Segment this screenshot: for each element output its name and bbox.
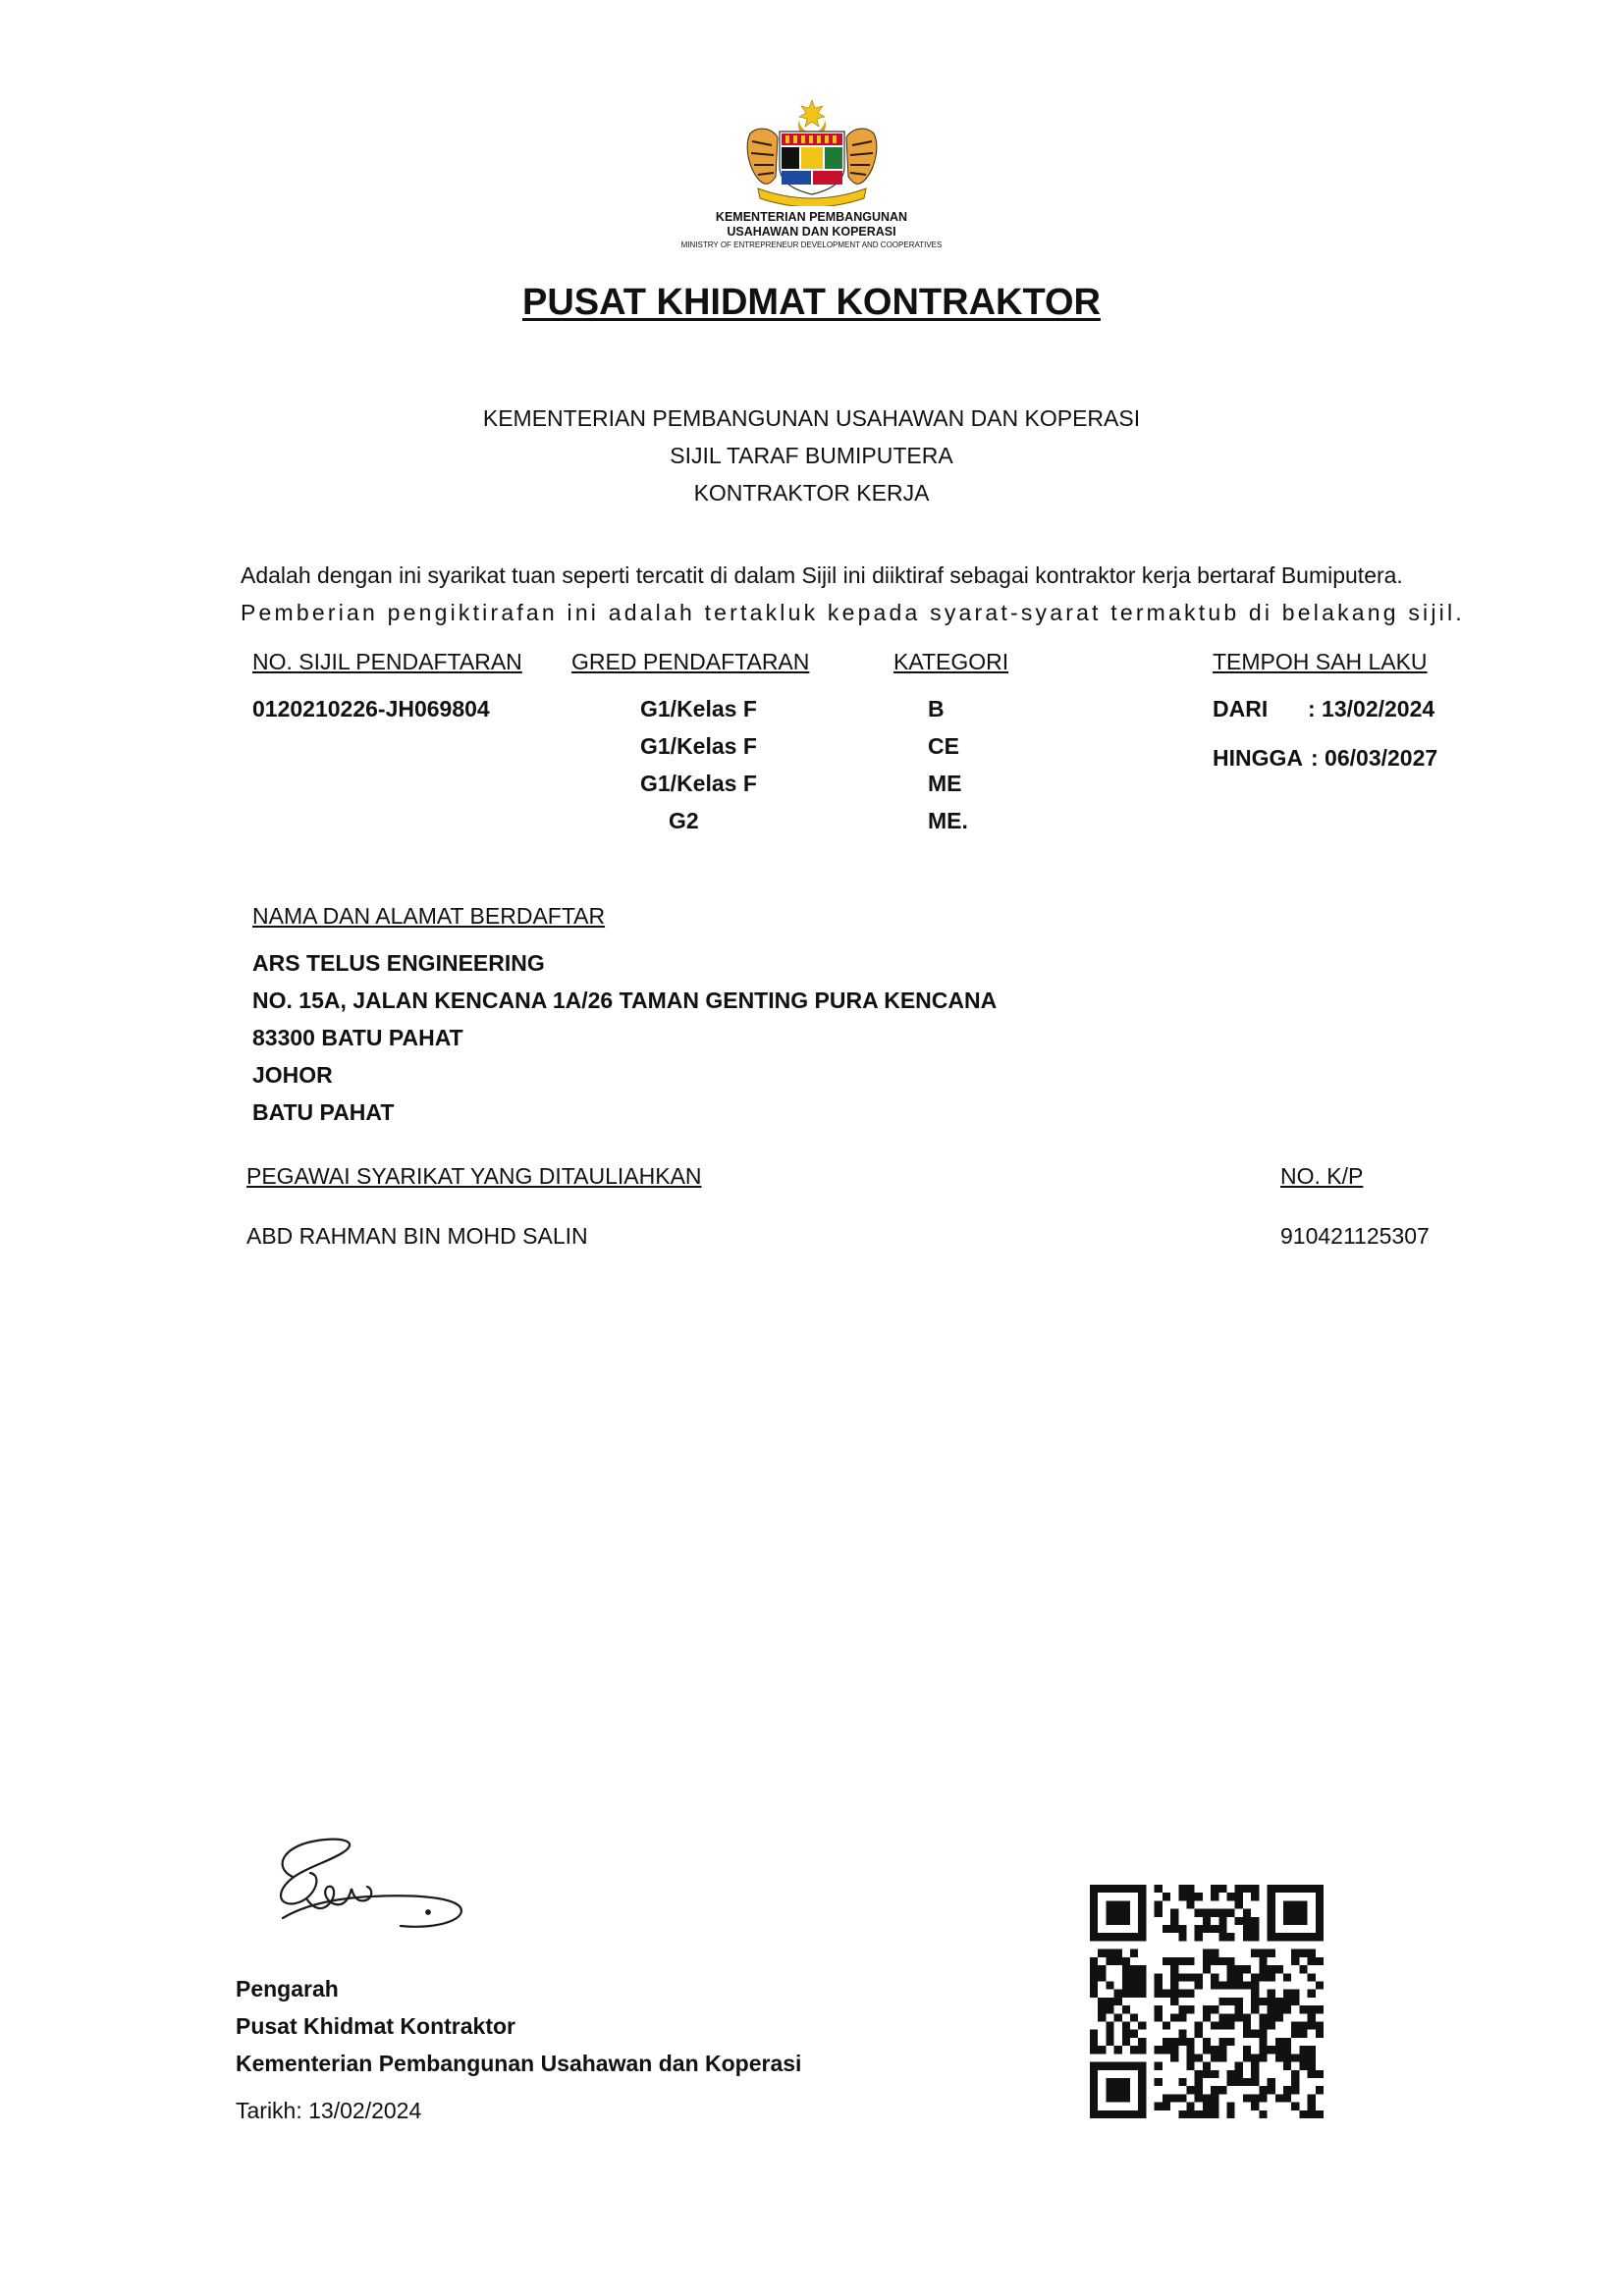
signature-icon [263, 1828, 479, 1936]
ministry-name-line1: KEMENTERIAN PEMBANGUNAN [715, 210, 908, 224]
company-name: ARS TELUS ENGINEERING [252, 950, 545, 976]
signatory-title: Pengarah [236, 1976, 339, 2002]
kategori-row-2: CE [928, 733, 959, 759]
kp-header: NO. K/P [1280, 1163, 1364, 1189]
address-line: NO. 15A, JALAN KENCANA 1A/26 TAMAN GENTING PURA KENCANA [252, 988, 998, 1013]
kategori-row-1: B [928, 696, 945, 721]
signatory-department: Pusat Khidmat Kontraktor [236, 2013, 515, 2039]
kategori-row-4: ME. [928, 808, 968, 833]
valid-from-label: DARI [1213, 696, 1269, 721]
gred-row-2: G1/Kelas F [640, 733, 757, 759]
valid-until-label: HINGGA [1213, 745, 1303, 771]
coat-of-arms-icon [742, 98, 882, 206]
signatory-ministry: Kementerian Pembangunan Usahawan dan Koperasi [236, 2051, 802, 2076]
recognition-paragraph-line1: Adalah dengan ini syarikat tuan seperti tercatit di dalam Sijil ini diiktiraf sebagai kontraktor kerja bertaraf Bumiputera. [241, 562, 1403, 588]
subtitle-contractor-type: KONTRAKTOR KERJA [693, 480, 930, 506]
officer-kp: 910421125307 [1280, 1223, 1430, 1249]
header-no-sijil: NO. SIJIL PENDAFTARAN [252, 649, 522, 674]
header-kategori: KATEGORI [893, 649, 1009, 674]
registration-number: 0120210226-JH069804 [252, 696, 490, 721]
address-header: NAMA DAN ALAMAT BERDAFTAR [252, 903, 606, 929]
kategori-row-3: ME [928, 771, 962, 796]
ministry-name-english: MINISTRY OF ENTREPRENEUR DEVELOPMENT AND COOPERATIVES [680, 240, 943, 249]
subtitle-ministry: KEMENTERIAN PEMBANGUNAN USAHAWAN DAN KOPERASI [482, 405, 1141, 431]
address-line: BATU PAHAT [252, 1099, 395, 1125]
qr-code-icon [1090, 1885, 1324, 2118]
valid-from-date: : 13/02/2024 [1308, 696, 1435, 721]
issue-date: Tarikh: 13/02/2024 [236, 2098, 422, 2123]
page-title-text: PUSAT KHIDMAT KONTRAKTOR [522, 282, 1101, 323]
ministry-name-line2: USAHAWAN DAN KOPERASI [727, 225, 896, 239]
gred-row-3: G1/Kelas F [640, 771, 757, 796]
header-tempoh: TEMPOH SAH LAKU [1213, 649, 1428, 674]
header-gred: GRED PENDAFTARAN [571, 649, 810, 674]
gred-row-4: G2 [669, 808, 699, 833]
valid-until-date: : 06/03/2027 [1311, 745, 1438, 771]
officer-name: ABD RAHMAN BIN MOHD SALIN [246, 1223, 588, 1249]
address-line: JOHOR [252, 1062, 333, 1088]
page-title [0, 281, 1623, 324]
subtitle-certificate: SIJIL TARAF BUMIPUTERA [670, 443, 953, 468]
gred-row-1: G1/Kelas F [640, 696, 757, 721]
address-line: 83300 BATU PAHAT [252, 1025, 463, 1050]
recognition-paragraph-line2: Pemberian pengiktirafan ini adalah tertakluk kepada syarat-syarat termaktub di belakang sijil. [241, 600, 1465, 625]
officer-header: PEGAWAI SYARIKAT YANG DITAULIAHKAN [246, 1163, 702, 1189]
